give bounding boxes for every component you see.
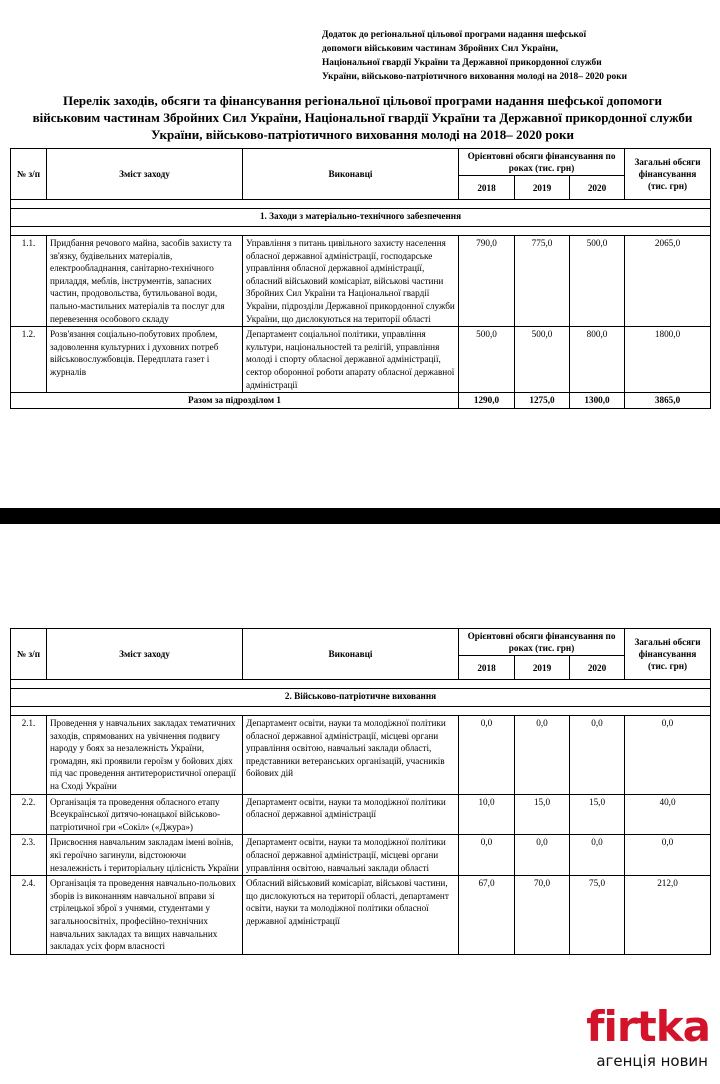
header-content: Зміст заходу bbox=[47, 629, 243, 680]
row-total: 2065,0 bbox=[625, 236, 711, 327]
measures-table-section-1 bbox=[10, 148, 711, 409]
row-value-2019: 0,0 bbox=[515, 716, 570, 795]
row-executors: Департамент освіти, науки та молодіжної політики обласної державної адміністрації, місцеві органи управління освітою, навчальні заклади області, представники ветеранських організацій, учасників бойових дій bbox=[243, 716, 459, 795]
document-title bbox=[10, 92, 715, 143]
row-executors: Управління з питань цивільного захисту населення обласної державної адміністрації, господарське управління обласної державної адміністрації, обласний військовий комісаріат, військові частини Збройних Сил України та Національної гвардії України, підрозділи Державної прикордонної служби України, що дислокуються на території області bbox=[243, 236, 459, 327]
table-row bbox=[11, 835, 711, 876]
page-divider bbox=[0, 508, 720, 524]
row-total: 0,0 bbox=[625, 835, 711, 876]
table-row bbox=[11, 236, 711, 327]
table-row bbox=[11, 876, 711, 955]
subtotal-label: Разом за підрозділом 1 bbox=[11, 393, 459, 409]
row-value-2018: 0,0 bbox=[459, 716, 515, 795]
row-value-2020: 0,0 bbox=[570, 835, 625, 876]
title-line: Перелік заходів, обсяги та фінансування регіональної цільової програми надання шефської допомоги bbox=[62, 93, 663, 108]
header-year-2020: 2020 bbox=[570, 176, 625, 200]
row-executors: Департамент соціальної політики, управління культури, національностей та релігій, управління молоді і спорту обласної державної адміністрації, сектор оборонної роботи апарату обласної державної адміністрації bbox=[243, 327, 459, 393]
row-value-2018: 790,0 bbox=[459, 236, 515, 327]
row-value-2018: 67,0 bbox=[459, 876, 515, 955]
row-number: 2.2. bbox=[11, 794, 47, 835]
subtotal-2018: 1290,0 bbox=[459, 393, 515, 409]
row-number: 1.2. bbox=[11, 327, 47, 393]
row-value-2019: 15,0 bbox=[515, 794, 570, 835]
title-line: військовим частинам Збройних Сил України, Національної гвардії України та Державної прикордонної служби bbox=[32, 110, 693, 125]
row-content: Організація та проведення обласного етапу Всеукраїнської дитячо-юнацької військово-патріотичної гри «Сокіл» («Джура») bbox=[47, 794, 243, 835]
header-year-2020: 2020 bbox=[570, 656, 625, 680]
row-number: 1.1. bbox=[11, 236, 47, 327]
document-page-1 bbox=[0, 0, 720, 508]
table-row bbox=[11, 327, 711, 393]
header-no: № з/п bbox=[11, 629, 47, 680]
row-value-2020: 75,0 bbox=[570, 876, 625, 955]
subtotal-2019: 1275,0 bbox=[515, 393, 570, 409]
news-agency-logo bbox=[580, 1004, 710, 1078]
row-content: Проведення у навчальних закладах тематичних заходів, спрямованих на увічнення подвигу народу у боях за незалежність України, громадян, які проявили героїзм у бойових діях під час проведення антитерористичної операції на Сході України bbox=[47, 716, 243, 795]
row-value-2019: 775,0 bbox=[515, 236, 570, 327]
section-title: 1. Заходи з матеріально-технічного забезпечення bbox=[11, 209, 711, 227]
row-number: 2.1. bbox=[11, 716, 47, 795]
row-value-2020: 15,0 bbox=[570, 794, 625, 835]
row-value-2019: 500,0 bbox=[515, 327, 570, 393]
header-executors: Виконавці bbox=[243, 149, 459, 200]
logo-wordmark: firtka bbox=[586, 1002, 710, 1051]
header-total: Загальні обсяги фінансування (тис. грн) bbox=[625, 149, 711, 200]
table-row bbox=[11, 716, 711, 795]
header-total: Загальні обсяги фінансування (тис. грн) bbox=[625, 629, 711, 680]
row-value-2020: 800,0 bbox=[570, 327, 625, 393]
subtotal-row bbox=[11, 393, 711, 409]
header-executors: Виконавці bbox=[243, 629, 459, 680]
appendix-line: Додаток до регіональної цільової програми надання шефської bbox=[322, 30, 587, 40]
row-value-2019: 70,0 bbox=[515, 876, 570, 955]
header-year-2018: 2018 bbox=[459, 176, 515, 200]
row-number: 2.3. bbox=[11, 835, 47, 876]
row-executors: Обласний військовий комісаріат, військові частини, що дислокуються на території області, департамент освіти, науки та молодіжної політики обласної державної адміністрації bbox=[243, 876, 459, 955]
row-total: 212,0 bbox=[625, 876, 711, 955]
row-content: Розв'язання соціально-побутових проблем, задоволення культурних і духовних потреб військовослужбовців. Передплата газет і журналів bbox=[47, 327, 243, 393]
appendix-line: допомоги військовим частинам Збройних Сил України, bbox=[322, 44, 559, 54]
document-page-2 bbox=[0, 524, 720, 1084]
table-row bbox=[11, 794, 711, 835]
header-financing: Орієнтовні обсяги фінансування по роках (тис. грн) bbox=[459, 149, 625, 176]
subtotal-2020: 1300,0 bbox=[570, 393, 625, 409]
appendix-line: України, військово-патріотичного виховання молоді на 2018– 2020 роки bbox=[322, 72, 628, 82]
row-content: Придбання речового майна, засобів захисту та зв'язку, будівельних матеріалів, електрообладнання, санітарно-технічного приладдя, меблів, інструментів, запасних частин, продовольства, бутильованої води, пально-мастильних матеріалів та послуг для перевезення особового складу bbox=[47, 236, 243, 327]
row-number: 2.4. bbox=[11, 876, 47, 955]
row-total: 40,0 bbox=[625, 794, 711, 835]
appendix-line: Національної гвардії України та Державної прикордонної служби bbox=[322, 58, 602, 68]
row-executors: Департамент освіти, науки та молодіжної політики обласної державної адміністрації bbox=[243, 794, 459, 835]
subtotal-total: 3865,0 bbox=[625, 393, 711, 409]
header-year-2018: 2018 bbox=[459, 656, 515, 680]
header-content: Зміст заходу bbox=[47, 149, 243, 200]
row-value-2018: 0,0 bbox=[459, 835, 515, 876]
header-no: № з/п bbox=[11, 149, 47, 200]
row-total: 0,0 bbox=[625, 716, 711, 795]
measures-table-section-2 bbox=[10, 628, 711, 955]
appendix-note bbox=[322, 28, 707, 84]
title-line: України, військово-патріотичного виховання молоді на 2018– 2020 роки bbox=[150, 127, 574, 142]
section-title: 2. Військово-патріотичне виховання bbox=[11, 689, 711, 707]
row-value-2020: 0,0 bbox=[570, 716, 625, 795]
header-year-2019: 2019 bbox=[515, 656, 570, 680]
row-content: Присвоєння навчальним закладам імені воїнів, які героїчно загинули, відстоюючи незалежність і територіальну цілісність України bbox=[47, 835, 243, 876]
row-value-2020: 500,0 bbox=[570, 236, 625, 327]
logo-tagline: агенція новин bbox=[596, 1052, 708, 1070]
row-value-2018: 500,0 bbox=[459, 327, 515, 393]
header-financing: Орієнтовні обсяги фінансування по роках (тис. грн) bbox=[459, 629, 625, 656]
row-total: 1800,0 bbox=[625, 327, 711, 393]
row-value-2018: 10,0 bbox=[459, 794, 515, 835]
row-value-2019: 0,0 bbox=[515, 835, 570, 876]
row-content: Організація та проведення навчально-польових зборів із виконанням навчальної вправи зі стрілецької зброї з учнями, студентами у загальноосвітніх, професійно-технічних навчальних закладах та вищих навчальних закладах усіх форм власності bbox=[47, 876, 243, 955]
row-executors: Департамент освіти, науки та молодіжної політики обласної державної адміністрації, місцеві органи управління освітою, навчальні заклади області bbox=[243, 835, 459, 876]
header-year-2019: 2019 bbox=[515, 176, 570, 200]
